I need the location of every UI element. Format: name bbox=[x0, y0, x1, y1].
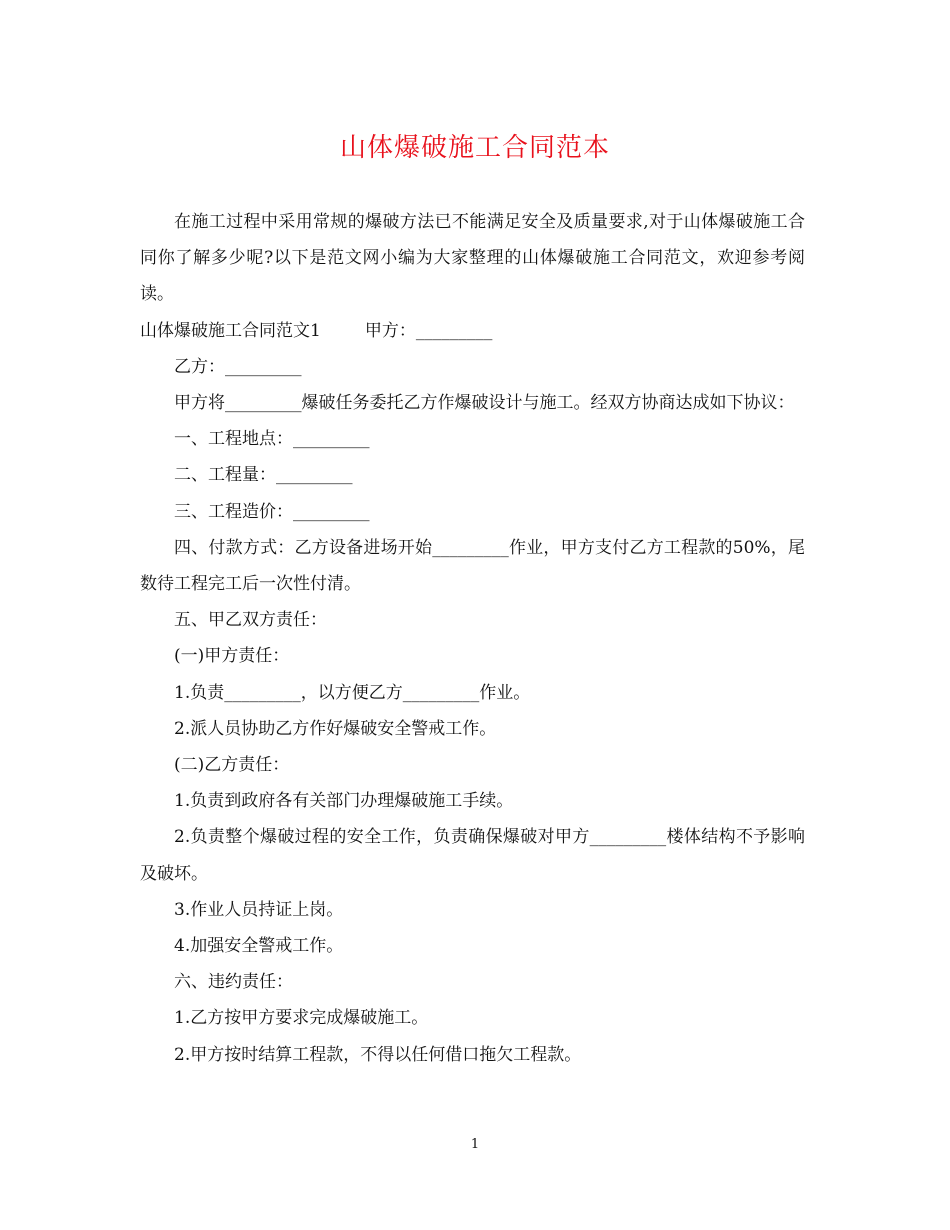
page-number: 1 bbox=[470, 1137, 480, 1152]
breach-item-2: 2.甲方按时结算工程款，不得以任何借口拖欠工程款。 bbox=[174, 1044, 582, 1065]
party-b-duty-4: 4.加强安全警戒工作。 bbox=[174, 936, 344, 957]
breach-item-1: 1.乙方按甲方要求完成爆破施工。 bbox=[174, 1008, 429, 1029]
intro-paragraph: 在施工过程中采用常规的爆破方法已不能满足安全及质量要求,对于山体爆破施工合同你了解多少呢?以下是范文网小编为大家整理的山体爆破施工合同范文，欢迎参考阅读。 bbox=[140, 212, 805, 305]
party-b-line: 乙方：_________ bbox=[174, 356, 302, 377]
clause-responsibilities: 五、甲乙双方责任： bbox=[174, 610, 327, 631]
party-b-duty-3: 3.作业人员持证上岗。 bbox=[174, 899, 344, 920]
clause-breach: 六、违约责任： bbox=[174, 972, 293, 993]
party-a-duty-2: 2.派人员协助乙方作好爆破安全警戒工作。 bbox=[174, 718, 497, 739]
clause-location: 一、工程地点：_________ bbox=[174, 429, 370, 450]
party-a-responsibilities-heading: (一)甲方责任： bbox=[174, 646, 290, 667]
document-title: 山体爆破施工合同范本 bbox=[339, 133, 610, 163]
document-body bbox=[140, 204, 805, 1073]
section-heading: 山体爆破施工合同范文1 bbox=[140, 320, 321, 341]
clause-cost: 三、工程造价：_________ bbox=[174, 501, 370, 522]
party-b-duty-2: 2.负责整个爆破过程的安全工作，负责确保爆破对甲方_________楼体结构不予影响及破坏。 bbox=[140, 827, 805, 884]
party-b-responsibilities-heading: (二)乙方责任： bbox=[174, 755, 290, 776]
clause-quantity: 二、工程量：_________ bbox=[174, 465, 353, 486]
party-b-duty-1: 1.负责到政府各有关部门办理爆破施工手续。 bbox=[174, 791, 514, 812]
party-a-line: 甲方：_________ bbox=[364, 320, 493, 341]
party-a-duty-1: 1.负责_________，以方便乙方_________作业。 bbox=[174, 682, 531, 703]
section-heading-line bbox=[140, 313, 805, 349]
clause-payment: 四、付款方式：乙方设备进场开始_________作业，甲方支付乙方工程款的50%，尾数待工程完工后一次性付清。 bbox=[140, 537, 805, 595]
entrust-paragraph: 甲方将_________爆破任务委托乙方作爆破设计与施工。经双方协商达成如下协议： bbox=[174, 393, 795, 414]
